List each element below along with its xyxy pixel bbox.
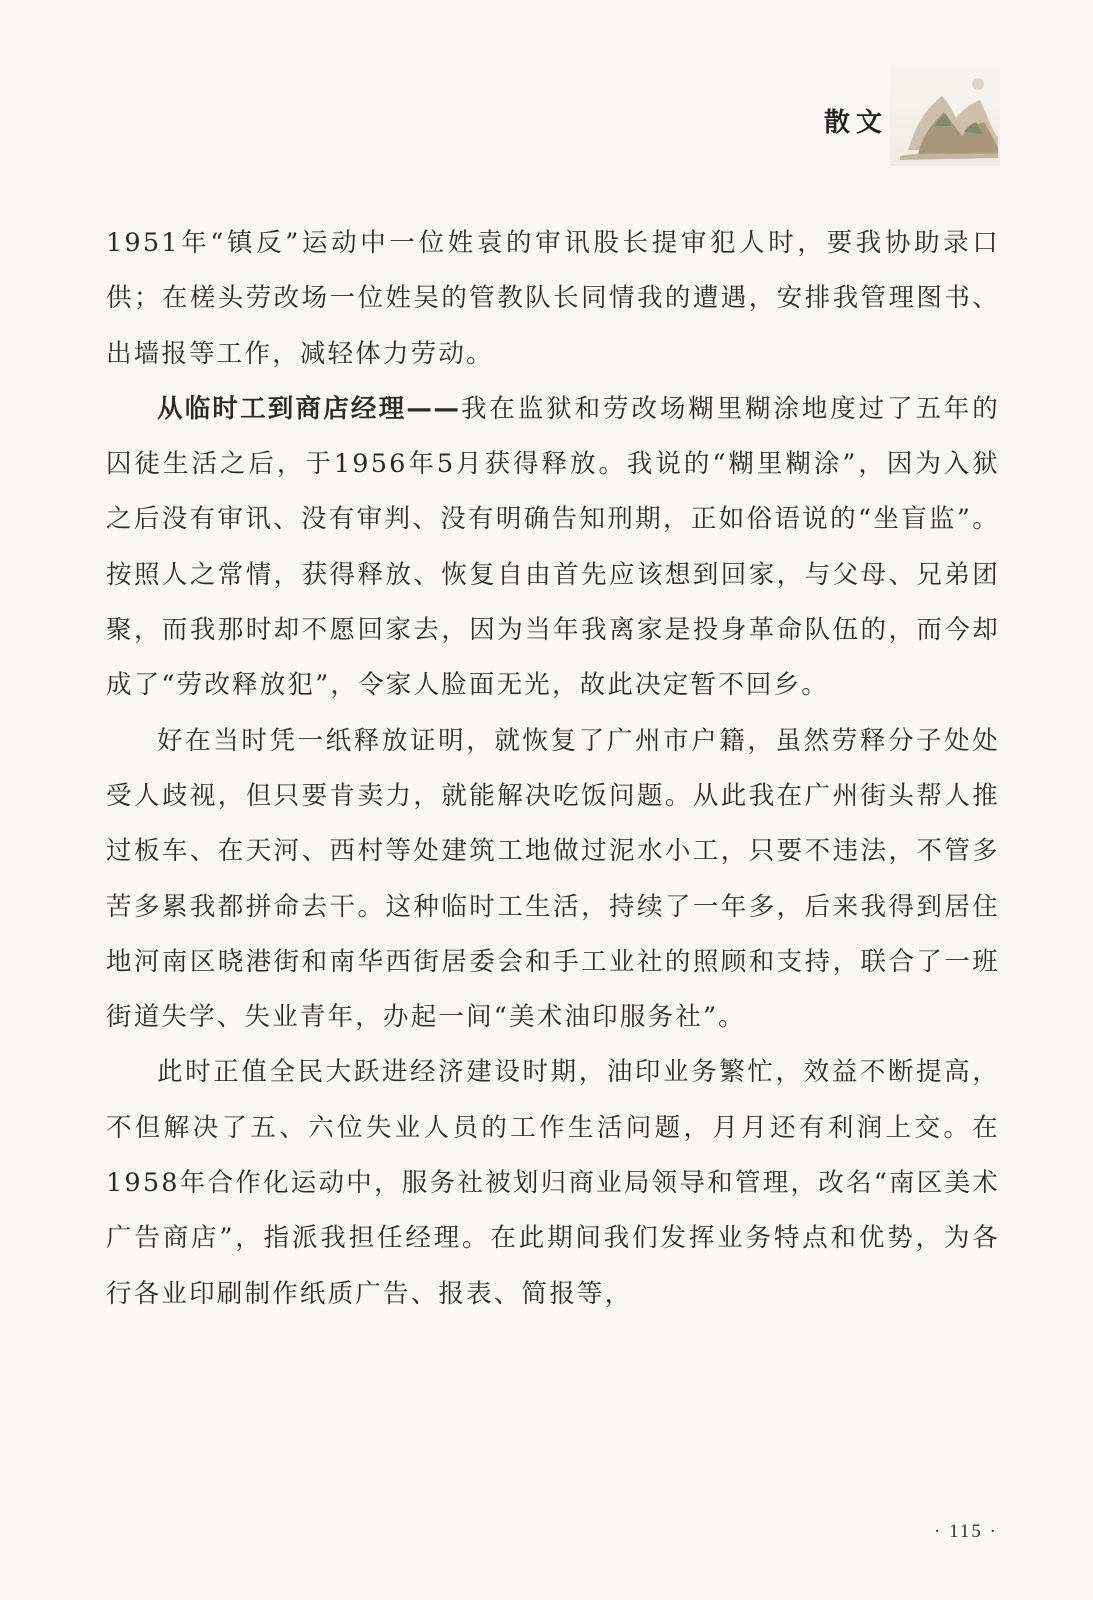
article-body bbox=[106, 216, 1000, 1322]
paragraph-text: 此时正值全民大跃进经济建设时期，油印业务繁忙，效益不断提高，不但解决了五、六位失业人员的工作生活问题，月月还有利润上交。在1958年合作化运动中，服务社被划归商业局领导和管理，改名“南区美术广告商店”，指派我担任经理。在此期间我们发挥业务特点和优势，为各行各业印刷制作纸质广告、报表、简报等， bbox=[106, 1057, 1000, 1309]
paragraph-lead-heading: 从临时工到商店经理—— bbox=[157, 393, 461, 424]
paragraph bbox=[106, 1045, 1000, 1321]
landscape-painting-icon bbox=[890, 66, 1000, 166]
page-header bbox=[790, 66, 1000, 166]
paragraph-text: 好在当时凭一纸释放证明，就恢复了广州市户籍，虽然劳释分子处处受人歧视，但只要肯卖力，就能解决吃饭问题。从此我在广州街头帮人推过板车、在天河、西村等处建筑工地做过泥水小工，只要不违法，不管多苦多累我都拼命去干。这种临时工生活，持续了一年多，后来我得到居住地河南区晓港街和南华西街居委会和手工业社的照顾和支持，联合了一班街道失学、失业青年，办起一间“美术油印服务社”。 bbox=[106, 725, 1000, 1033]
paragraph bbox=[106, 382, 1000, 714]
paragraph bbox=[106, 216, 1000, 382]
paragraph-text: 1951年“镇反”运动中一位姓袁的审讯股长提审犯人时，要我协助录口供；在槎头劳改场一位姓吴的管教队长同情我的遭遇，安排我管理图书、出墙报等工作，减轻体力劳动。 bbox=[106, 228, 1000, 369]
section-title: 散文 bbox=[824, 108, 889, 138]
page-number: · 115 · bbox=[934, 1521, 998, 1542]
paragraph-text: 我在监狱和劳改场糊里糊涂地度过了五年的囚徒生活之后，于1956年5月获得释放。我说的“糊里糊涂”，因为入狱之后没有审讯、没有审判、没有明确告知刑期，正如俗语说的“坐盲监”。按照人之常情，获得释放、恢复自由首先应该想到回家，与父母、兄弟团聚，而我那时却不愿回家去，因为当年我离家是投身革命队伍的，而今却成了“劳改释放犯”，令家人脸面无光，故此决定暂不回乡。 bbox=[106, 393, 1000, 701]
paragraph bbox=[106, 714, 1000, 1046]
